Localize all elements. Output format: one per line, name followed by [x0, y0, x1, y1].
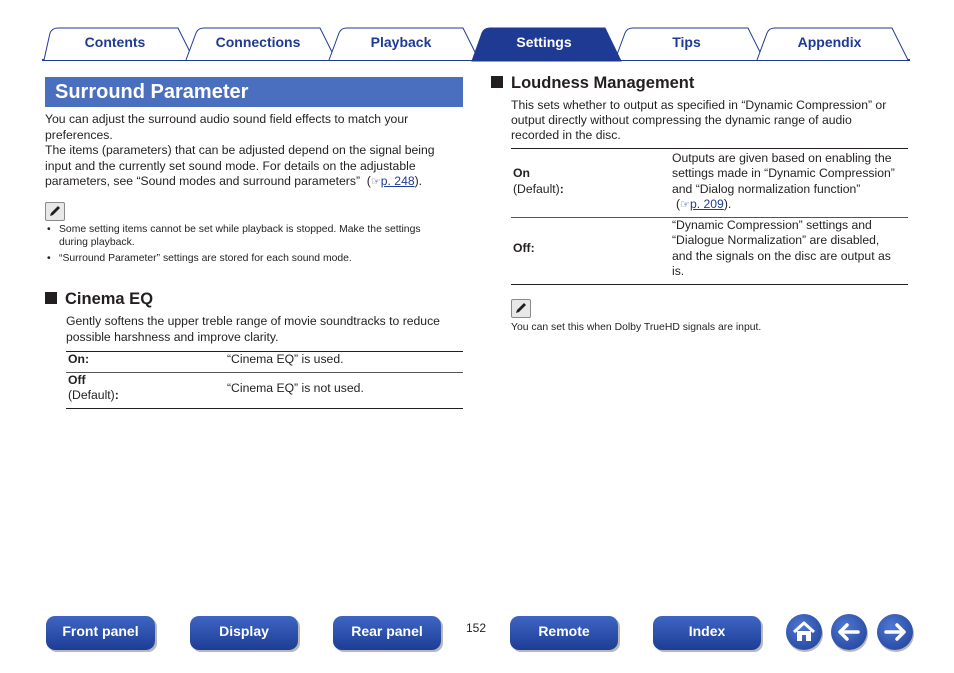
loudness-desc-1: This sets whether to output as specified in “Dynamic Compression” or	[511, 98, 887, 112]
note-bullet-1: • Some setting items cannot be set while playback is stopped. Make the settings during playback.	[47, 224, 421, 248]
index-button[interactable]: Index	[653, 616, 761, 650]
cinema-eq-off-default: (Default):	[68, 388, 119, 402]
loudness-desc-3: recorded in the disc.	[511, 128, 621, 142]
loudness-note: You can set this when Dolby TrueHD signals are input.	[511, 322, 762, 333]
rear-panel-button[interactable]: Rear panel	[333, 616, 441, 650]
loudness-on-desc-1: Outputs are given based on enabling the	[672, 151, 892, 165]
cinema-eq-heading-text: Cinema EQ	[65, 290, 154, 308]
tab-appendix[interactable]: Appendix	[797, 34, 862, 50]
display-button[interactable]: Display	[190, 616, 298, 650]
note-bullet-2-text: “Surround Parameter” settings are stored for each sound mode.	[59, 253, 352, 264]
tab-settings[interactable]: Settings	[516, 34, 572, 50]
loudness-off-desc-4: is.	[672, 264, 685, 278]
forward-arrow-icon	[877, 614, 913, 650]
loudness-on-desc-3: and “Dialog normalization function”	[672, 182, 861, 196]
loudness-off-desc-3: and the signals on the disc are output as	[672, 249, 891, 263]
cinema-eq-heading	[45, 289, 153, 309]
intro-line-5-text: parameters, see “Sound modes and surround parameters”	[45, 174, 361, 188]
ref-link-p248[interactable]: p. 248	[380, 174, 415, 188]
forward-button[interactable]	[877, 614, 913, 650]
remote-button[interactable]: Remote	[510, 616, 618, 650]
intro-line-5: parameters, see “Sound modes and surround parameters” (☞p. 248).	[45, 174, 422, 191]
loudness-heading-text: Loudness Management	[511, 74, 695, 92]
note-bullet-2: • “Surround Parameter” settings are stored for each sound mode.	[47, 253, 352, 264]
intro-line-3: The items (parameters) that can be adjusted depend on the signal being	[45, 143, 435, 157]
cinema-eq-off-option: Off	[68, 373, 86, 387]
intro-line-4: input and the currently set sound mode. For details on the adjustable	[45, 159, 416, 173]
home-icon	[786, 614, 822, 650]
reference-hand-icon: ☞	[680, 199, 690, 211]
loudness-on-default: (Default):	[513, 182, 564, 196]
table-rule	[66, 372, 463, 373]
cinema-eq-on-option: On:	[68, 352, 89, 366]
loudness-off-option: Off:	[513, 241, 535, 255]
top-tab-bar	[0, 0, 954, 64]
back-arrow-icon	[831, 614, 867, 650]
table-rule	[511, 148, 908, 149]
ref-link-p209[interactable]: p. 209	[689, 197, 724, 211]
cinema-eq-on-desc: “Cinema EQ” is used.	[227, 352, 344, 366]
home-button[interactable]	[786, 614, 822, 650]
table-rule	[511, 284, 908, 285]
pencil-note-icon	[45, 202, 65, 221]
loudness-on-desc-2: settings made in “Dynamic Compression”	[672, 166, 895, 180]
note-bullet-1-line-2: during playback.	[59, 237, 135, 248]
loudness-desc-2: output directly without compressing the dynamic range of audio	[511, 113, 852, 127]
cinema-eq-desc-2: possible harshness and improve clarity.	[66, 330, 279, 344]
tab-playback[interactable]: Playback	[370, 34, 432, 50]
front-panel-button[interactable]: Front panel	[46, 616, 155, 650]
square-bullet-icon	[45, 292, 57, 304]
intro-line-1: You can adjust the surround audio sound field effects to match your	[45, 112, 409, 126]
pencil-note-icon	[511, 299, 531, 318]
tab-shapes	[0, 0, 954, 64]
page-title: Surround Parameter	[55, 81, 249, 103]
intro-line-2: preferences.	[45, 128, 113, 142]
loudness-on-option: On	[513, 166, 530, 180]
table-rule	[66, 408, 463, 409]
reference-hand-icon: ☞	[370, 176, 381, 188]
page-title-bar	[45, 77, 463, 107]
tab-connections[interactable]: Connections	[215, 34, 301, 50]
loudness-heading	[491, 73, 694, 93]
loudness-on-ref: (☞p. 209).	[676, 197, 731, 214]
back-button[interactable]	[831, 614, 867, 650]
note-bullet-1-line-1: Some setting items cannot be set while playback is stopped. Make the settings	[59, 224, 421, 235]
cinema-eq-desc-1: Gently softens the upper treble range of movie soundtracks to reduce	[66, 314, 440, 328]
square-bullet-icon	[491, 76, 503, 88]
page-number: 152	[466, 621, 487, 635]
loudness-off-desc-2: “Dialogue Normalization” are disabled,	[672, 233, 880, 247]
cinema-eq-off-desc: “Cinema EQ” is not used.	[227, 381, 364, 395]
tab-contents[interactable]: Contents	[84, 34, 146, 50]
loudness-off-desc-1: “Dynamic Compression” settings and	[672, 218, 872, 232]
tab-tips[interactable]: Tips	[672, 34, 701, 50]
